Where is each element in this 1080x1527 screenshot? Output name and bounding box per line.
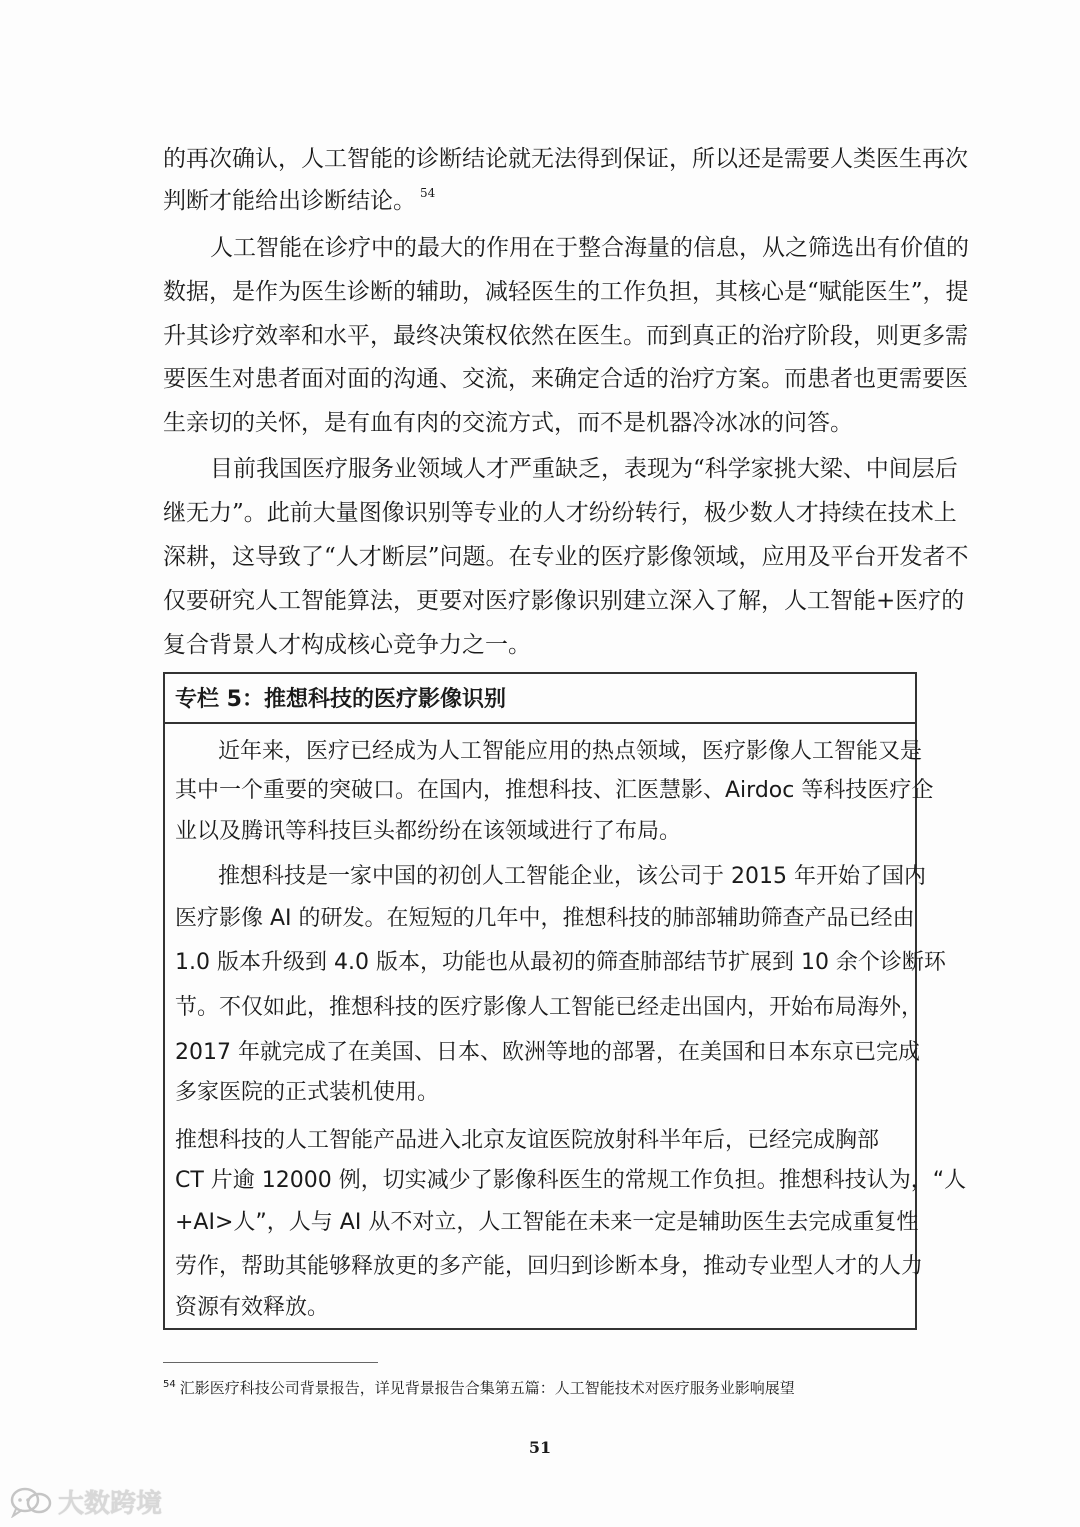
box-line: 劳作，帮助其能够释放更的多产能，回归到诊断本身，推动专业型人才的人力: [175, 1254, 924, 1279]
page-number: 51: [528, 1438, 552, 1457]
box-line: 2017 年就完成了在美国、日本、欧洲等地的部署，在美国和日本东京已完成: [175, 1040, 920, 1065]
box-line: CT 片逾 12000 例，切实减少了影像科医生的常规工作负担。推想科技认为，“人: [175, 1168, 967, 1193]
body-line: 继无力”。此前大量图像识别等专业的人才纷纷转行，极少数人才持续在技术上: [163, 500, 957, 526]
box-line: 近年来，医疗已经成为人工智能应用的热点领域，医疗影像人工智能又是: [218, 739, 923, 764]
chat-bubble-logo-icon: [8, 1486, 54, 1518]
box-line: 推想科技是一家中国的初创人工智能企业，该公司于 2015 年开始了国内: [218, 864, 926, 889]
body-line: 深耕，这导致了“人才断层”问题。在专业的医疗影像领域，应用及平台开发者不: [163, 544, 969, 570]
body-line: 要医生对患者面对面的沟通、交流，来确定合适的治疗方案。而患者也更需要医: [163, 366, 968, 392]
body-line: 复合背景人才构成核心竞争力之一。: [163, 632, 531, 658]
box-line: 其中一个重要的突破口。在国内，推想科技、汇医慧影、Airdoc 等科技医疗企: [175, 778, 934, 803]
box-line: 1.0 版本升级到 4.0 版本，功能也从最初的筛查肺部结节扩展到 10 余个诊断环: [175, 950, 946, 975]
sidebar-box-title: 专栏 5：推想科技的医疗影像识别: [175, 687, 506, 712]
footnote: [163, 1378, 795, 1401]
body-line-text: 判断才能给出诊断结论。: [163, 188, 416, 214]
body-line: 生亲切的关怀，是有血有肉的交流方式，而不是机器冷冰冰的问答。: [163, 410, 853, 436]
body-line: 的再次确认，人工智能的诊断结论就无法得到保证，所以还是需要人类医生再次: [163, 146, 968, 172]
body-line: [163, 185, 435, 220]
body-line: 目前我国医疗服务业领域人才严重缺乏，表现为“科学家挑大梁、中间层后: [210, 456, 958, 482]
footnote-text: 汇影医疗科技公司背景报告，详见背景报告合集第五篇：人工智能技术对医疗服务业影响展望: [179, 1379, 795, 1397]
box-line: 业以及腾讯等科技巨头都纷纷在该领域进行了布局。: [175, 819, 682, 844]
box-line: 多家医院的正式装机使用。: [175, 1080, 440, 1105]
body-line: 人工智能在诊疗中的最大的作用在于整合海量的信息，从之筛选出有价值的: [210, 235, 969, 261]
box-line: 推想科技的人工智能产品进入北京友谊医院放射科半年后，已经完成胸部: [175, 1128, 880, 1153]
box-line: 医疗影像 AI 的研发。在短短的几年中，推想科技的肺部辅助筛查产品已经由: [175, 906, 915, 931]
watermark: [8, 1483, 162, 1520]
body-line: 仅要研究人工智能算法，更要对医疗影像识别建立深入了解，人工智能+医疗的: [163, 588, 965, 614]
footnote-number: 54: [163, 1379, 176, 1390]
box-line: +AI>人”，人与 AI 从不对立，人工智能在未来一定是辅助医生去完成重复性: [175, 1210, 919, 1235]
body-line: 数据，是作为医生诊断的辅助，减轻医生的工作负担，其核心是“赋能医生”，提: [163, 279, 969, 305]
box-line: 节。不仅如此，推想科技的医疗影像人工智能已经走出国内，开始布局海外，: [175, 995, 924, 1020]
footnote-reference: 54: [420, 186, 436, 200]
body-line: 升其诊疗效率和水平，最终决策权依然在医生。而到真正的治疗阶段，则更多需: [163, 323, 968, 349]
box-line: 资源有效释放。: [175, 1295, 330, 1320]
footnote-separator: [163, 1362, 378, 1363]
watermark-text: 大数跨境: [58, 1489, 163, 1519]
